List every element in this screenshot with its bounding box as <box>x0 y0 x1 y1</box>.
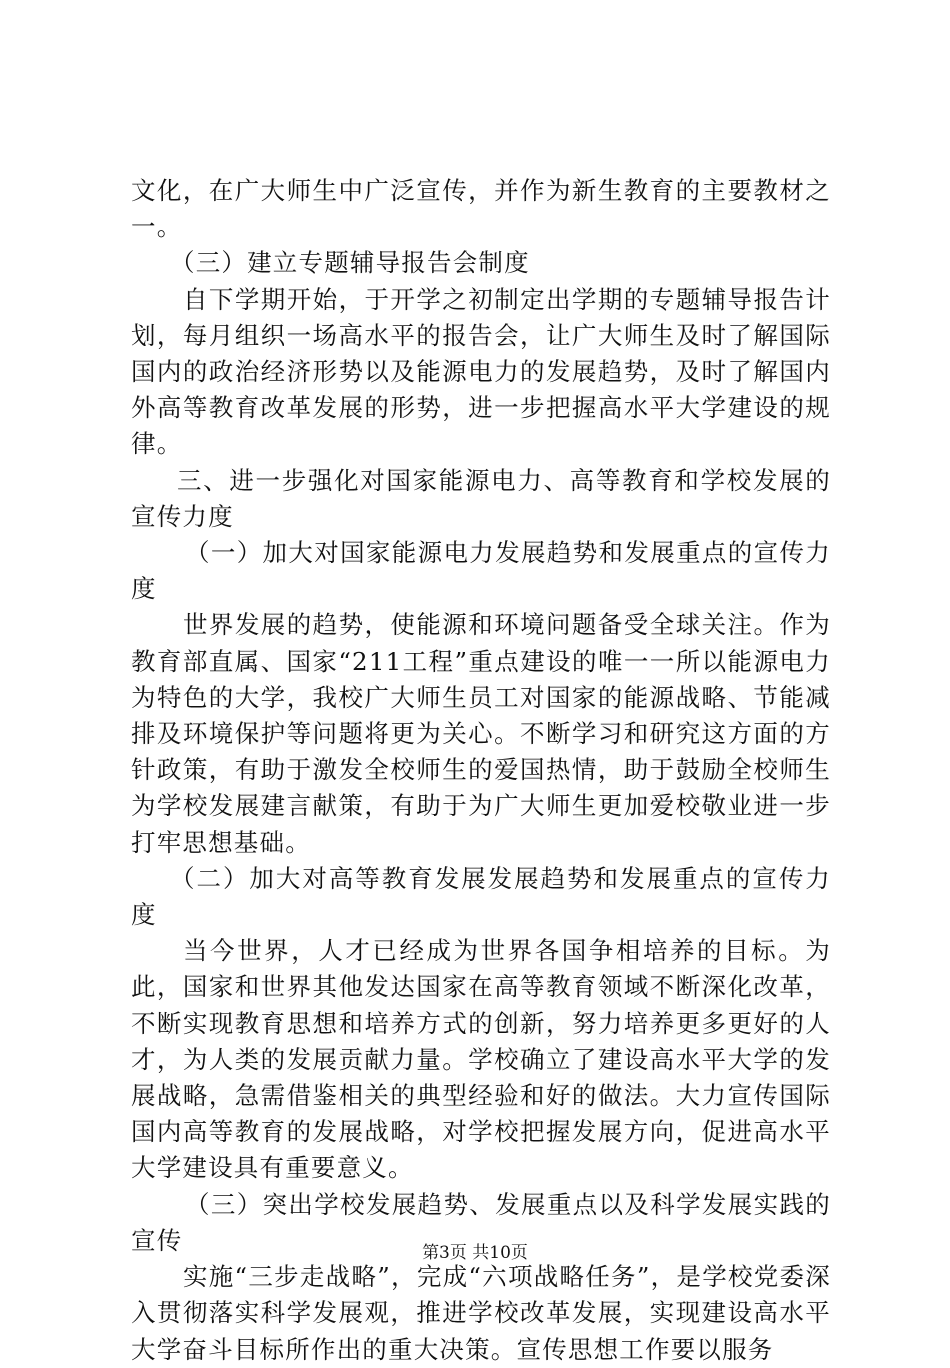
section-heading-3b: （三）突出学校发展趋势、发展重点以及科学发展实践的宣传 <box>131 1189 831 1255</box>
paragraph: 自下学期开始，于开学之初制定出学期的专题辅导报告计划，每月组织一场高水平的报告会，让广大师生及时了解国际国内的政治经济形势以及能源电力的发展趋势，及时了解国内外高等教育改革发展的形势，进一步把握高水平大学建设的规律。 <box>131 284 831 459</box>
paragraph: 世界发展的趋势，使能源和环境问题备受全球关注。作为教育部直属、国家“211工程”重点建设的唯一一所以能源电力为特色的大学，我校广大师生员工对国家的能源战略、节能减排及环境保护等问题将更为关心。不断学习和研究这方面的方针政策，有助于激发全校师生的爱国热情，助于鼓励全校师生为学校发展建言献策，有助于为广大师生更加爱校敬业进一步打牢思想基础。 <box>131 610 831 857</box>
paragraph: 当今世界，人才已经成为世界各国争相培养的目标。为此，国家和世界其他发达国家在高等教育领域不断深化改革，不断实现教育思想和培养方式的创新，努力培养更多更好的人才，为人类的发展贡献力量。学校确立了建设高水平大学的发展战略，急需借鉴相关的典型经验和好的做法。大力宣传国际国内高等教育的发展战略，对学校把握发展方向，促进高水平大学建设具有重要意义。 <box>131 936 831 1183</box>
paragraph: 实施“三步走战略”，完成“六项战略任务”，是学校党委深入贯彻落实科学发展观，推进学校改革发展，实现建设高水平大学奋斗目标所作出的重大决策。宣传思想工作要以服务 <box>131 1262 831 1364</box>
section-heading-1: （一）加大对国家能源电力发展趋势和发展重点的宣传力度 <box>131 538 831 604</box>
section-heading-3: （三）建立专题辅导报告会制度 <box>170 248 530 278</box>
paragraph-continued: 文化，在广大师生中广泛宣传，并作为新生教育的主要教材之一。 <box>131 176 831 242</box>
page-footer: 第3页 共10页 <box>422 1243 528 1263</box>
section-heading-2: （二）加大对高等教育发展发展趋势和发展重点的宣传力度 <box>131 863 831 930</box>
chapter-heading: 三、进一步强化对国家能源电力、高等教育和学校发展的宣传力度 <box>131 465 831 531</box>
document-body <box>131 173 831 1368</box>
